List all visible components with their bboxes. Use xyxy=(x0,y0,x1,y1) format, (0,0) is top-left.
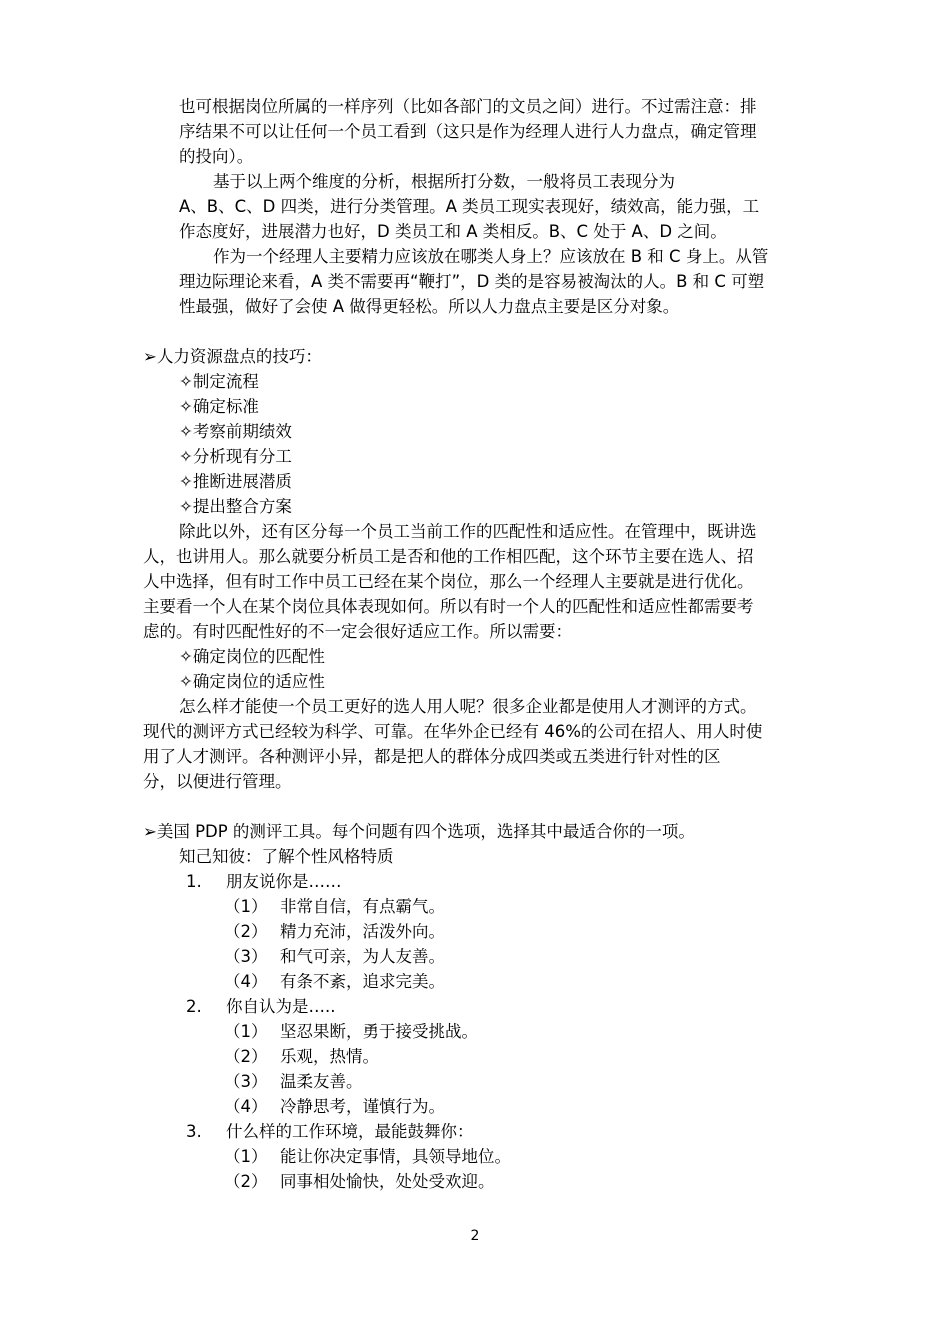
question-text: 什么样的工作环境，最能鼓舞你： xyxy=(226,1122,474,1141)
bullet-item: ✧推断进展潜质 xyxy=(179,472,292,491)
paragraph-line: 作态度好，进展潜力也好，D 类员工和 A 类相反。B、C 处于 A、D 之间。 xyxy=(179,222,727,241)
bullet-item: ✧确定岗位的适应性 xyxy=(179,672,325,691)
paragraph-line: 人中选择，但有时工作中员工已经在某个岗位，那么一个经理人主要就是进行优化。 xyxy=(143,572,754,591)
option-number: （1） xyxy=(224,897,268,916)
option-number: （1） xyxy=(224,1147,268,1166)
paragraph-line: 理边际理论来看，A 类不需要再“鞭打”，D 类的是容易被淘汰的人。B 和 C 可塑 xyxy=(179,272,765,291)
paragraph-line: 现代的测评方式已经较为科学、可靠。在华外企已经有 46%的公司在招人、用人时使 xyxy=(143,722,763,741)
option-number: （2） xyxy=(224,1172,268,1191)
paragraph-line: 除此以外，还有区分每一个员工当前工作的匹配性和适应性。在管理中，既讲选 xyxy=(179,522,757,541)
paragraph-line: 主要看一个人在某个岗位具体表现如何。所以有时一个人的匹配性和适应性都需要考 xyxy=(143,597,754,616)
question-text: 朋友说你是…… xyxy=(226,872,342,891)
option-text: 同事相处愉快，处处受欢迎。 xyxy=(280,1172,495,1191)
bullet-item: ✧提出整合方案 xyxy=(179,497,292,516)
question-number: 3. xyxy=(186,1122,202,1141)
option-text: 有条不紊，追求完美。 xyxy=(280,972,445,991)
paragraph-line: 人，也讲用人。那么就要分析员工是否和他的工作相匹配，这个环节主要在选人、招 xyxy=(143,547,754,566)
bullet-item: ✧制定流程 xyxy=(179,372,259,391)
option-number: （2） xyxy=(224,1047,268,1066)
paragraph-line: 用了人才测评。各种测评小异，都是把人的群体分成四类或五类进行针对性的区 xyxy=(143,747,721,766)
option-number: （4） xyxy=(224,972,268,991)
bullet-item: ✧确定标准 xyxy=(179,397,259,416)
option-text: 冷静思考，谨慎行为。 xyxy=(280,1097,445,1116)
option-number: （3） xyxy=(224,1072,268,1091)
paragraph-line: A、B、C、D 四类，进行分类管理。A 类员工现实表现好，绩效高，能力强，工 xyxy=(179,197,760,216)
paragraph-line: 也可根据岗位所属的一样序列（比如各部门的文员之间）进行。不过需注意：排 xyxy=(179,97,757,116)
option-number: （3） xyxy=(224,947,268,966)
bullet-item: ✧考察前期绩效 xyxy=(179,422,292,441)
paragraph-line: 性最强，做好了会使 A 做得更轻松。所以人力盘点主要是区分对象。 xyxy=(179,297,680,316)
option-text: 温柔友善。 xyxy=(280,1072,363,1091)
paragraph-line: 作为一个经理人主要精力应该放在哪类人身上？应该放在 B 和 C 身上。从管 xyxy=(213,247,769,266)
paragraph-line: 序结果不可以让任何一个员工看到（这只是作为经理人进行人力盘点，确定管理 xyxy=(179,122,757,141)
option-text: 和气可亲，为人友善。 xyxy=(280,947,445,966)
paragraph-line: 的投向）。 xyxy=(179,147,254,166)
option-text: 能让你决定事情，具领导地位。 xyxy=(280,1147,511,1166)
page-number: 2 xyxy=(470,1228,480,1244)
question-number: 1. xyxy=(186,872,202,891)
option-text: 非常自信，有点霸气。 xyxy=(280,897,445,916)
option-number: （4） xyxy=(224,1097,268,1116)
paragraph-line: 分，以便进行管理。 xyxy=(143,772,292,791)
option-text: 乐观，热情。 xyxy=(280,1047,379,1066)
section-subheading: 知己知彼：了解个性风格特质 xyxy=(179,847,394,866)
question-number: 2. xyxy=(186,997,202,1016)
section-heading-pdp: ➢美国 PDP 的测评工具。每个问题有四个选项，选择其中最适合你的一项。 xyxy=(143,822,695,841)
option-text: 坚忍果断，勇于接受挑战。 xyxy=(280,1022,478,1041)
bullet-item: ✧确定岗位的匹配性 xyxy=(179,647,325,666)
option-text: 精力充沛，活泼外向。 xyxy=(280,922,445,941)
paragraph-line: 虑的。有时匹配性好的不一定会很好适应工作。所以需要： xyxy=(143,622,572,641)
question-text: 你自认为是….. xyxy=(226,997,336,1016)
option-number: （1） xyxy=(224,1022,268,1041)
paragraph-line: 怎么样才能使一个员工更好的选人用人呢？很多企业都是使用人才测评的方式。 xyxy=(179,697,757,716)
paragraph-line: 基于以上两个维度的分析，根据所打分数，一般将员工表现分为 xyxy=(213,172,675,191)
option-number: （2） xyxy=(224,922,268,941)
bullet-item: ✧分析现有分工 xyxy=(179,447,292,466)
section-heading-skills: ➢人力资源盘点的技巧： xyxy=(143,347,322,366)
